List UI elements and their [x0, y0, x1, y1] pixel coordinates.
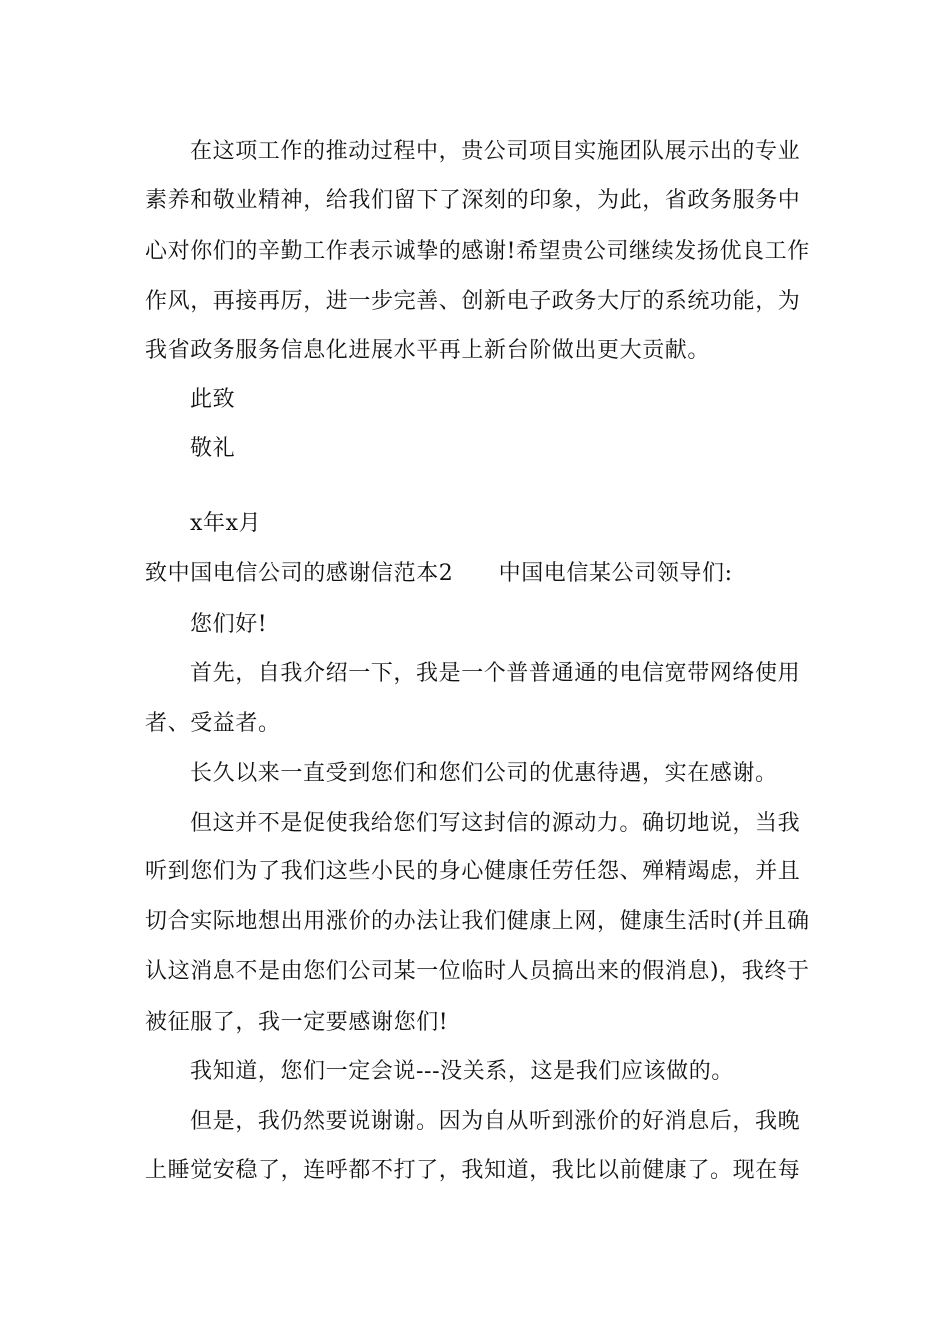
paragraph-line: 作风，再接再厉，进一步完善、创新电子政务大厅的系统功能，为	[145, 289, 801, 314]
letter-date: x年x月	[190, 511, 262, 536]
paragraph-line: 首先，自我介绍一下，我是一个普普通通的电信宽带网络使用	[190, 661, 801, 686]
paragraph-line: 心对你们的辛勤工作表示诚挚的感谢!希望贵公司继续发扬优良工作	[145, 239, 810, 264]
paragraph-line: 我省政务服务信息化进展水平再上新台阶做出更大贡献。	[145, 338, 711, 363]
closing-regards: 敬礼	[190, 436, 236, 461]
greeting: 您们好!	[190, 612, 268, 637]
paragraph-line: 但这并不是促使我给您们写这封信的源动力。确切地说，当我	[190, 811, 801, 836]
paragraph-line: 素养和敬业精神，给我们留下了深刻的印象，为此，省政务服务中	[145, 188, 801, 213]
paragraph-line: 上睡觉安稳了，连呼都不打了，我知道，我比以前健康了。现在每	[145, 1158, 801, 1183]
paragraph-line: 被征服了，我一定要感谢您们!	[145, 1010, 449, 1035]
section-heading: 致中国电信公司的感谢信范本2 中国电信某公司领导们:	[145, 561, 733, 586]
paragraph-line: 我知道，您们一定会说---没关系，这是我们应该做的。	[190, 1059, 734, 1084]
paragraph-line: 但是，我仍然要说谢谢。因为自从听到涨价的好消息后，我晚	[190, 1109, 801, 1134]
paragraph-line: 听到您们为了我们这些小民的身心健康任劳任怨、殚精竭虑，并且	[145, 859, 801, 884]
paragraph-line: 者、受益者。	[145, 711, 281, 736]
paragraph-line: 在这项工作的推动过程中，贵公司项目实施团队展示出的专业	[190, 139, 801, 164]
paragraph-line: 切合实际地想出用涨价的办法让我们健康上网，健康生活时(并且确	[145, 909, 810, 934]
paragraph-line: 长久以来一直受到您们和您们公司的优惠待遇，实在感谢。	[190, 761, 778, 786]
paragraph-line: 认这消息不是由您们公司某一位临时人员搞出来的假消息)，我终于	[145, 959, 810, 984]
closing-salutation: 此致	[190, 387, 236, 412]
